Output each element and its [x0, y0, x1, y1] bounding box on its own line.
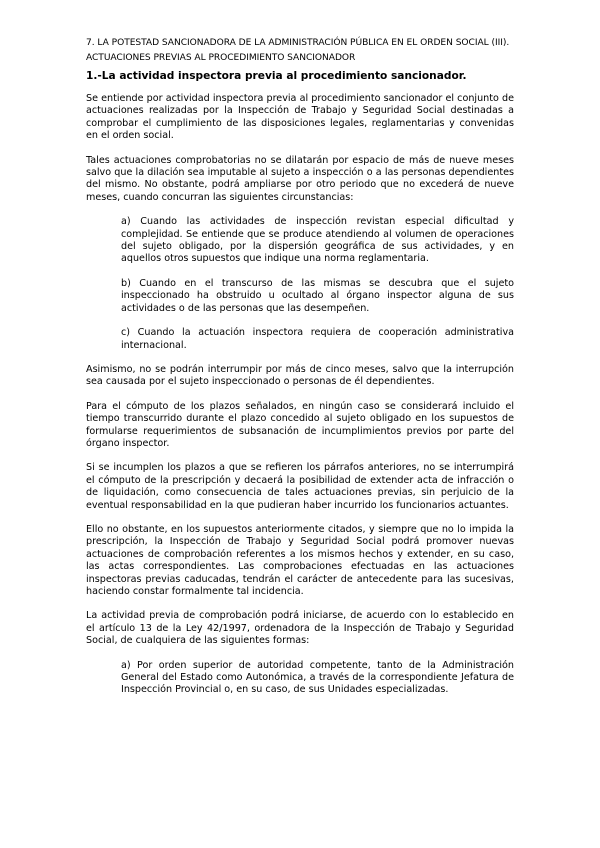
- circumstance-c: c) Cuando la actuación inspectora requiera de cooperación administrativa internacional.: [121, 327, 514, 351]
- chapter-header-line-1: 7. LA POTESTAD SANCIONADORA DE LA ADMINISTRACIÓN PÚBLICA EN EL ORDEN SOCIAL (III).: [86, 38, 510, 48]
- chapter-header-line-2: ACTUACIONES PREVIAS AL PROCEDIMIENTO SANCIONADOR: [86, 53, 356, 63]
- paragraph-interruption: Asimismo, no se podrán interrumpir por más de cinco meses, salvo que la interrupción sea causada por el sujeto inspeccionado o personas de él dependientes.: [86, 363, 514, 388]
- paragraph-noncompliance: Si se incumplen los plazos a que se refieren los párrafos anteriores, no se interrumpirá el cómputo de la prescripción y decaerá la posibilidad de extender acta de infracción o de liquidación, como consecuencia de tales actuaciones previas, sin perjuicio de la eventual responsabilidad en la que pudieran haber incurrido los funcionarios actuantes.: [86, 462, 514, 511]
- circumstance-a: a) Cuando las actividades de inspección revistan especial dificultad y complejidad. Se entiende que se produce atendiendo al volumen de operaciones del sujeto obligado, por la dispersión geográfica de sus actividades, y en aquellos otros supuestos que indique una norma reglamentaria.: [121, 216, 514, 265]
- paragraph-duration: Tales actuaciones comprobatorias no se dilatarán por espacio de más de nueve meses salvo que la dilación sea imputable al sujeto a inspección o a las personas dependientes del mismo. No obstante, podrá ampliarse por otro periodo que no excederá de nueve meses, cuando concurran las siguientes circunstancias:: [86, 154, 514, 203]
- circumstance-b: b) Cuando en el transcurso de las mismas se descubra que el sujeto inspeccionado ha obstruido u ocultado al órgano inspector alguna de sus actividades o de las personas que las desempeñen.: [121, 277, 514, 314]
- paragraph-initiation: La actividad previa de comprobación podrá iniciarse, de acuerdo con lo establecido en el artículo 13 de la Ley 42/1997, ordenadora de la Inspección de Trabajo y Seguridad Social, de cualquiera de las siguientes formas:: [86, 610, 514, 647]
- paragraph-definition: Se entiende por actividad inspectora previa al procedimiento sancionador el conjunto de actuaciones realizadas por la Inspección de Trabajo y Seguridad Social destinadas a comprobar el cumplimiento de las disposiciones legales, reglamentarias y convenidas en el orden social.: [86, 93, 514, 142]
- section-title: 1.-La actividad inspectora previa al procedimiento sancionador.: [86, 70, 467, 82]
- paragraph-new-actions: Ello no obstante, en los supuestos anteriormente citados, y siempre que no lo impida la prescripción, la Inspección de Trabajo y Seguridad Social podrá promover nuevas actuaciones de comprobación referentes a los mismos hechos y extender, en su caso, las actas correspondientes. Las comprobaciones efectuadas en las actuaciones inspectoras previas caducadas, tendrán el carácter de antecedente para las sucesivas, haciendo constar formalmente tal incidencia.: [86, 523, 514, 597]
- initiation-form-a: a) Por orden superior de autoridad competente, tanto de la Administración General del Estado como Autonómica, a través de la correspondiente Jefatura de Inspección Provincial o, en su caso, de sus Unidades especializadas.: [121, 659, 514, 696]
- paragraph-computation: Para el cómputo de los plazos señalados, en ningún caso se considerará incluido el tiempo transcurrido durante el plazo concedido al sujeto obligado en los supuestos de formularse requerimientos de subsanación de incumplimientos previos por parte del órgano inspector.: [86, 400, 514, 449]
- document-page: [86, 36, 514, 697]
